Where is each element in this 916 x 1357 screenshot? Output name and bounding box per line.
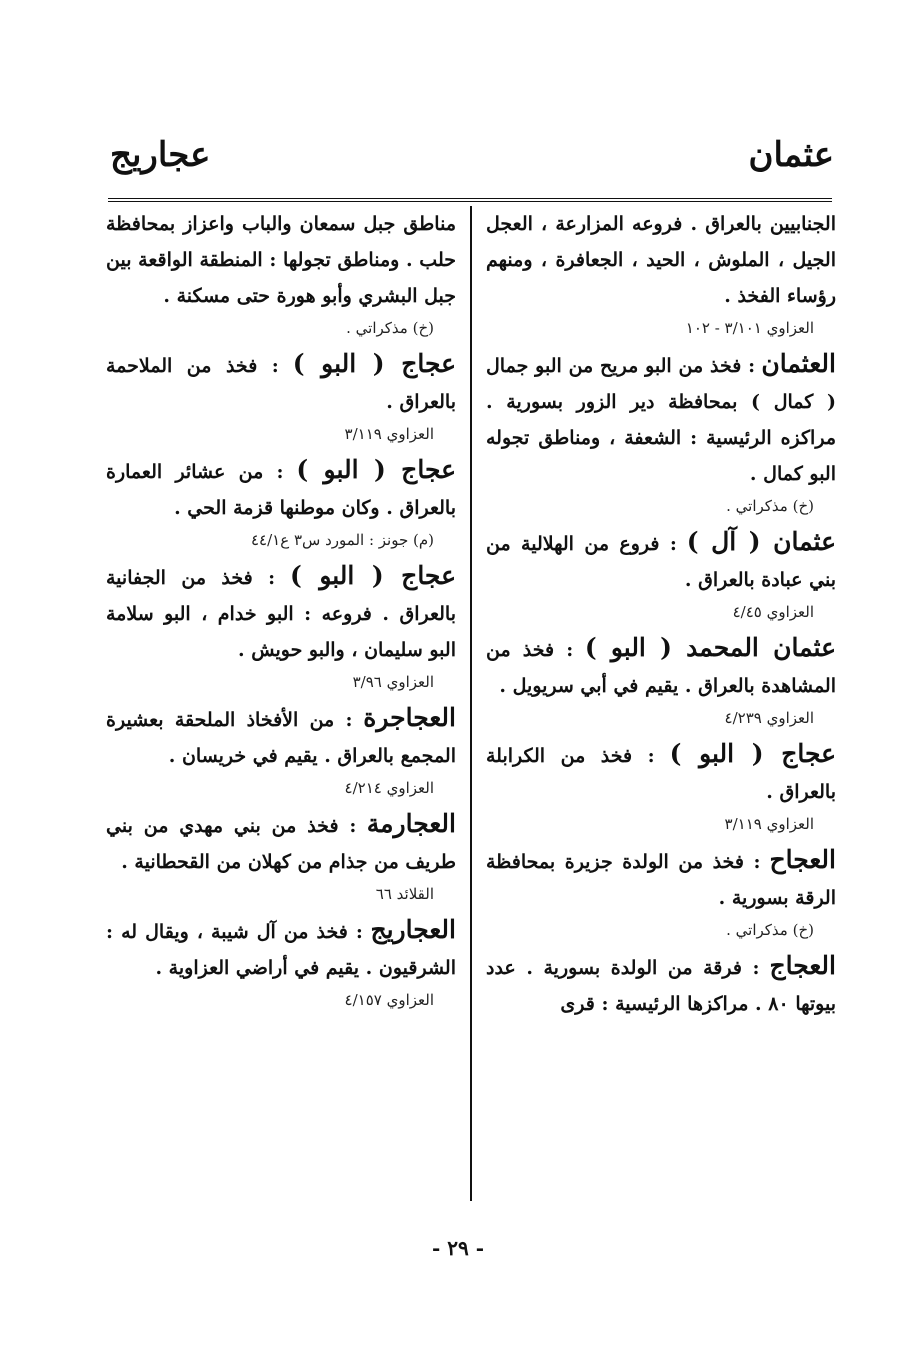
entry-text bbox=[106, 558, 456, 668]
entry-headword: العجاح bbox=[769, 845, 836, 874]
entry-source: (خ) مذكراتي . bbox=[346, 319, 434, 337]
entry bbox=[486, 630, 836, 732]
entry-source: (خ) مذكراتي . bbox=[726, 921, 814, 939]
entry-body: : فخذ من الكرابلة بالعراق . bbox=[486, 745, 836, 803]
entry-body: : فخذ من الملاحمة بالعراق . bbox=[106, 355, 456, 413]
entry-source: العزاوي ٤/٢١٤ bbox=[344, 779, 434, 797]
entry-text bbox=[106, 806, 456, 880]
entry-headword: عجاج ( البو ) bbox=[290, 561, 456, 590]
header-rule bbox=[108, 198, 832, 202]
entry-body: الجنابيين بالعراق . فروعه المزارعة ، العجل الجيل ، الملوش ، الحيد ، الجعافرة ، ومنهم رؤساء الفخذ . bbox=[486, 213, 836, 307]
entry-headword: العثمان bbox=[761, 349, 836, 378]
entry-text bbox=[106, 452, 456, 526]
entry-headword: العجارمة bbox=[366, 809, 456, 838]
entry-body: : من الأفخاذ الملحقة بعشيرة المجمع بالعراق . يقيم في خريسان . bbox=[106, 709, 456, 767]
right-column bbox=[486, 206, 836, 1026]
entry-headword: عجاج ( البو ) bbox=[292, 349, 456, 378]
entry-text bbox=[106, 700, 456, 774]
entry-text bbox=[486, 346, 836, 492]
entry-headword: عثمان المحمد ( البو ) bbox=[584, 633, 836, 662]
entry bbox=[106, 206, 456, 342]
entry-headword: عجاج ( البو ) bbox=[669, 739, 836, 768]
entry-body: : فروع من الهلالية من بني عبادة بالعراق . bbox=[486, 533, 836, 591]
entry-text bbox=[486, 206, 836, 314]
entry-body: : فخذ من الولدة جزيرة بمحافظة الرقة بسورية . bbox=[486, 851, 836, 909]
entry-headword: عجاج ( البو ) bbox=[296, 455, 456, 484]
entry bbox=[106, 700, 456, 802]
entry bbox=[106, 806, 456, 908]
entry-headword: العجاجرة bbox=[363, 703, 456, 732]
entry-text bbox=[486, 524, 836, 598]
entry-source: العزاوي ٣/٩٦ bbox=[352, 673, 434, 691]
entry-source: (خ) مذكراتي . bbox=[726, 497, 814, 515]
entry-headword: العجاج bbox=[769, 951, 836, 980]
entry-body: : فخذ من بني مهدي من بني طريف من جذام من كهلان من القحطانية . bbox=[106, 815, 456, 873]
entry bbox=[106, 558, 456, 696]
page-number: - ٢٩ - bbox=[431, 1236, 484, 1260]
entry-source: القلائد ٦٦ bbox=[375, 885, 434, 903]
entry-body: : فخذ من الجفانية بالعراق . فروعه : البو خدام ، البو سلامة البو سليمان ، والبو حويش . bbox=[106, 567, 456, 661]
entry-text bbox=[486, 842, 836, 916]
entry bbox=[486, 948, 836, 1022]
entry-text bbox=[486, 948, 836, 1022]
entry-body: مناطق جبل سمعان والباب واعزاز بمحافظة حلب . ومناطق تجولها : المنطقة الواقعة بين جبل البشري وأبو هورة حتى مسكنة . bbox=[106, 213, 456, 307]
entry bbox=[486, 736, 836, 838]
entry bbox=[106, 346, 456, 448]
entry bbox=[486, 524, 836, 626]
left-column bbox=[106, 206, 456, 1018]
entry-source: العزاوي ٤/١٥٧ bbox=[344, 991, 434, 1009]
entry-body: : فخذ من البو مريح من البو جمال ( كمال ) بمحافظة دير الزور بسورية . مراكزه الرئيسية : الشعفة ، ومناطق تجوله البو كمال . bbox=[486, 355, 836, 485]
entry-body: : فخذ من المشاهدة بالعراق . يقيم في أبي سريويل . bbox=[486, 639, 836, 697]
entry-text bbox=[486, 630, 836, 704]
entry bbox=[486, 346, 836, 520]
entry-source: العزاوي ٣/١٠١ - ١٠٢ bbox=[685, 319, 814, 337]
entry-body: : فخذ من آل شيبة ، ويقال له : الشرقيون . يقيم في أراضي العزاوية . bbox=[106, 921, 456, 979]
entry-source: العزاوي ٤/٤٥ bbox=[732, 603, 814, 621]
entry-source: (م) جونز : المورد س٣ ع٤٤/١ bbox=[251, 531, 434, 549]
entry bbox=[486, 842, 836, 944]
entry bbox=[486, 206, 836, 342]
entry-source: العزاوي ٣/١١٩ bbox=[344, 425, 434, 443]
entry-source: العزاوي ٣/١١٩ bbox=[724, 815, 814, 833]
entry-body: : من عشائر العمارة بالعراق . وكان موطنها قزمة الحي . bbox=[106, 461, 456, 519]
entry-headword: العجاريج bbox=[370, 915, 456, 944]
column-divider bbox=[470, 206, 472, 1201]
entry-body: : فرقة من الولدة بسورية . عدد بيوتها ٨٠ . مراكزها الرئيسية : قرى bbox=[486, 957, 836, 1015]
entry-text bbox=[486, 736, 836, 810]
entry-source: العزاوي ٤/٢٣٩ bbox=[724, 709, 814, 727]
entry-headword: عثمان ( آل ) bbox=[686, 527, 836, 556]
header-left-word: عجاريج bbox=[110, 135, 211, 175]
entry bbox=[106, 452, 456, 554]
entry-text bbox=[106, 912, 456, 986]
entry-text bbox=[106, 206, 456, 314]
entry bbox=[106, 912, 456, 1014]
header-right-word: عثمان bbox=[748, 135, 834, 175]
entry-text bbox=[106, 346, 456, 420]
